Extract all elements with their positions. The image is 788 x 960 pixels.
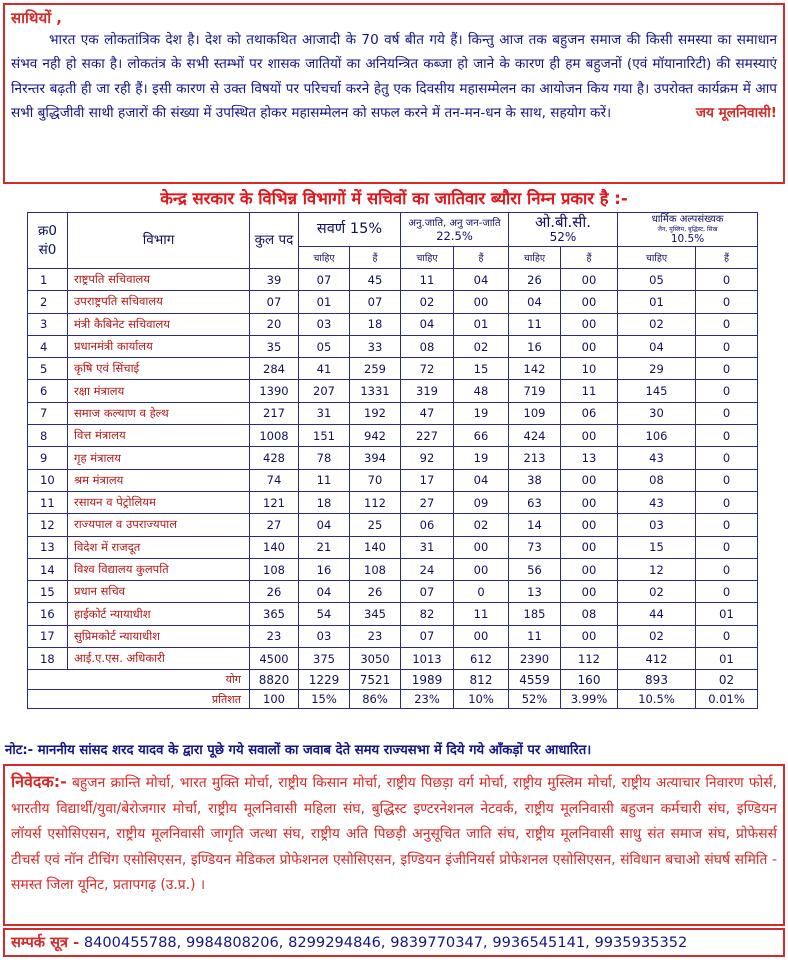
cell-total: 35	[250, 335, 299, 357]
cell-min-c: 30	[618, 402, 696, 424]
cell-sr: 17	[28, 625, 68, 647]
cell-min-h: 0	[696, 269, 758, 291]
cell-sr: 16	[28, 603, 68, 625]
cell-sav-h: 1331	[350, 380, 401, 402]
cell-dept: श्रम मंत्रालय	[68, 469, 250, 491]
cell-obc-h: 112	[561, 648, 618, 670]
cell-sc-c: 08	[401, 335, 454, 357]
cell-min-h: 0	[696, 558, 758, 580]
cell-min-h: 0	[696, 625, 758, 647]
subheader-should: चाहिए	[299, 247, 350, 269]
appeal-label: निवेदक:-	[11, 772, 67, 791]
cell-sav-h: 3050	[350, 648, 401, 670]
cell-sav-c: 16	[299, 558, 350, 580]
cell-min-c: 43	[618, 491, 696, 513]
cell-sc-h: 00	[454, 558, 509, 580]
cell-dept: रक्षा मंत्रालय	[68, 380, 250, 402]
cell-min-h: 01	[696, 603, 758, 625]
cell-sc-h: 01	[454, 313, 509, 335]
cell-min-c: 05	[618, 269, 696, 291]
cell-obc-h: 13	[561, 447, 618, 469]
total-cell: 8820	[250, 670, 299, 690]
cell-total: 1008	[250, 425, 299, 447]
cell-obc-c: 11	[509, 625, 561, 647]
cell-sav-c: 207	[299, 380, 350, 402]
cell-dept: राज्यपाल व उपराज्यपाल	[68, 514, 250, 536]
cell-sav-c: 04	[299, 581, 350, 603]
cell-sc-h: 02	[454, 514, 509, 536]
cell-min-h: 0	[696, 514, 758, 536]
cell-min-c: 145	[618, 380, 696, 402]
intro-box	[3, 3, 785, 184]
cell-sc-h: 66	[454, 425, 509, 447]
table-row	[28, 402, 758, 424]
header-minority-label: धार्मिक अल्पसंख्यक	[651, 214, 724, 225]
cell-sc-h: 09	[454, 491, 509, 513]
table-body	[28, 269, 758, 670]
header-minority-sub: जैन, मुस्लिम, बुद्धिस्ट, सिख	[657, 226, 718, 233]
cell-sr: 9	[28, 447, 68, 469]
cell-dept: कृषि एवं सिंचाई	[68, 358, 250, 380]
subheader-is: हैं	[561, 247, 618, 269]
cell-total: 365	[250, 603, 299, 625]
percent-label: प्रतिशत	[28, 690, 250, 709]
cell-sr: 3	[28, 313, 68, 335]
cell-sr: 2	[28, 291, 68, 313]
cell-sr: 10	[28, 469, 68, 491]
cell-sc-c: 47	[401, 402, 454, 424]
percent-cell: 3.99%	[561, 690, 618, 709]
intro-text: भारत एक लोकतांत्रिक देश है। देश को तथाकथित आजादी के 70 वर्ष बीत गये हैं। किन्तु आज तक बहुजन समाज की किसी समस्या का समाधान संभव नही हो सका है। लोकतंत्र के सभी स्तम्भों पर शासक जातियों का अनियन्त्रित कब्जा हो जाने के कारण ही हम बहुजनों (एवं मॉयानारिटी) की समस्याएं निरन्तर बढ़ती ही जा रही हैं। इसी कारण से उक्त विषयों पर परिचर्चा करने हेतु एक दिवसीय महासम्मेलन का आयोजन किय गया है। उपरोक्त कार्यक्रम में आप सभी बुद्धिजीवी साथी हजारों की संख्या में उपस्थित होकर महासम्मेलन को सफल करने में तन-मन-धन के साथ, सहयोग करें।	[11, 32, 777, 121]
cell-dept: विदेश में राजदूत	[68, 536, 250, 558]
cell-sav-h: 07	[350, 291, 401, 313]
cell-dept: प्रधानमंत्री कार्यालय	[68, 335, 250, 357]
cell-obc-h: 00	[561, 291, 618, 313]
cell-dept: रसायन व पेट्रोलियम	[68, 491, 250, 513]
cell-sav-c: 05	[299, 335, 350, 357]
cell-obc-c: 56	[509, 558, 561, 580]
table-row	[28, 335, 758, 357]
cell-sav-h: 70	[350, 469, 401, 491]
cell-sr: 6	[28, 380, 68, 402]
cell-obc-c: 14	[509, 514, 561, 536]
appeal-text: बहुजन क्रान्ति मोर्चा, भारत मुक्ति मोर्चा, राष्ट्रीय किसान मोर्चा, राष्ट्रीय पिछड़ा वर्ग मोर्चा, राष्ट्रीय मुस्लिम मोर्चा, राष्ट्रीय अत्याचार निवारण फोर्स, भारतीय विद्यार्थी/युवा/बेरोजगार मोर्चा, राष्ट्रीय मूलनिवासी महिला संघ, बुद्धिस्ट इण्टरनेशनल नेटवर्क, राष्ट्रीय मूलनिवासी बहुजन कर्मचारी संघ, इण्डियन लॉयर्स एसोसिएसन, राष्ट्रीय मूलनिवासी जागृति जत्था संघ, राष्ट्रीय अति पिछड़ी अनुसूचित जाति संघ, राष्ट्रीय मूलनिवासी साधु संत समाज संघ, प्रोफेसर्स टीचर्स एवं नॉन टीचिंग एसोसिएसन, इण्डियन मेडिकल प्रोफेशनल एसोसिएसन, इण्डियन इंजीनियर्स प्रोफेशनल एसोसिएसन, संविधान बचाओ संघर्ष समिति - समस्त जिला यूनिट, प्रतापगढ़ (उ.प्र.) ।	[11, 775, 778, 893]
cell-min-c: 04	[618, 335, 696, 357]
header-minority-pct: 10.5%	[670, 233, 705, 245]
total-cell: 7521	[350, 670, 401, 690]
cell-obc-h: 06	[561, 402, 618, 424]
total-row	[28, 670, 758, 690]
header-dept: विभाग	[68, 213, 250, 269]
cell-dept: आई.ए.एस. अधिकारी	[68, 648, 250, 670]
cell-sc-h: 15	[454, 358, 509, 380]
cell-sr: 18	[28, 648, 68, 670]
cell-sav-c: 78	[299, 447, 350, 469]
header-sc-st	[401, 213, 509, 247]
cell-sc-h: 11	[454, 603, 509, 625]
table-row	[28, 536, 758, 558]
intro-paragraph	[11, 28, 777, 125]
cell-min-c: 44	[618, 603, 696, 625]
cell-min-c: 03	[618, 514, 696, 536]
cell-sr: 12	[28, 514, 68, 536]
secretaries-table	[27, 212, 758, 709]
cell-dept: मंत्री कैबिनेट सचिवालय	[68, 313, 250, 335]
cell-sc-c: 1013	[401, 648, 454, 670]
cell-min-c: 15	[618, 536, 696, 558]
cell-total: 27	[250, 514, 299, 536]
table-row	[28, 313, 758, 335]
cell-sav-c: 54	[299, 603, 350, 625]
cell-sc-c: 17	[401, 469, 454, 491]
table-row	[28, 380, 758, 402]
greeting: साथियों ,	[11, 9, 63, 27]
cell-min-h: 01	[696, 648, 758, 670]
cell-obc-h: 00	[561, 558, 618, 580]
cell-obc-h: 00	[561, 469, 618, 491]
cell-min-c: 02	[618, 581, 696, 603]
cell-min-h: 0	[696, 402, 758, 424]
table-row	[28, 491, 758, 513]
header-total: कुल पद	[250, 213, 299, 269]
cell-sr: 1	[28, 269, 68, 291]
subheader-is: हैं	[454, 247, 509, 269]
total-cell: 02	[696, 670, 758, 690]
cell-obc-h: 00	[561, 536, 618, 558]
cell-sc-c: 11	[401, 269, 454, 291]
cell-sc-h: 02	[454, 335, 509, 357]
cell-sc-c: 24	[401, 558, 454, 580]
cell-min-c: 29	[618, 358, 696, 380]
cell-total: 1390	[250, 380, 299, 402]
cell-obc-h: 00	[561, 313, 618, 335]
cell-sav-h: 112	[350, 491, 401, 513]
cell-min-h: 0	[696, 291, 758, 313]
cell-min-h: 0	[696, 581, 758, 603]
header-obc	[509, 213, 618, 247]
header-obc-label: ओ.बी.सी.	[534, 212, 592, 231]
cell-sr: 11	[28, 491, 68, 513]
header-minority	[618, 213, 758, 247]
cell-min-h: 0	[696, 380, 758, 402]
cell-sav-h: 192	[350, 402, 401, 424]
cell-sav-h: 140	[350, 536, 401, 558]
cell-total: 140	[250, 536, 299, 558]
cell-obc-h: 00	[561, 335, 618, 357]
total-cell: 893	[618, 670, 696, 690]
cell-min-h: 0	[696, 335, 758, 357]
cell-obc-c: 142	[509, 358, 561, 380]
cell-sc-h: 04	[454, 269, 509, 291]
cell-total: 217	[250, 402, 299, 424]
cell-sc-h: 48	[454, 380, 509, 402]
contact-box	[3, 928, 785, 957]
table-row	[28, 425, 758, 447]
table-row	[28, 581, 758, 603]
cell-total: 26	[250, 581, 299, 603]
cell-sr: 7	[28, 402, 68, 424]
cell-dept: समाज कल्याण व हेल्थ	[68, 402, 250, 424]
cell-sav-c: 01	[299, 291, 350, 313]
cell-dept: राष्ट्रपति सचिवालय	[68, 269, 250, 291]
percent-cell: 10.5%	[618, 690, 696, 709]
cell-obc-h: 00	[561, 491, 618, 513]
cell-sav-c: 375	[299, 648, 350, 670]
cell-sc-c: 27	[401, 491, 454, 513]
percent-cell: 15%	[299, 690, 350, 709]
cell-sav-c: 11	[299, 469, 350, 491]
cell-total: 74	[250, 469, 299, 491]
subheader-is: हैं	[350, 247, 401, 269]
total-label: योग	[28, 670, 250, 690]
cell-sc-h: 19	[454, 402, 509, 424]
cell-min-h: 0	[696, 313, 758, 335]
cell-obc-c: 109	[509, 402, 561, 424]
cell-min-c: 08	[618, 469, 696, 491]
cell-total: 39	[250, 269, 299, 291]
cell-sc-c: 04	[401, 313, 454, 335]
cell-obc-c: 424	[509, 425, 561, 447]
cell-sav-h: 108	[350, 558, 401, 580]
cell-sav-c: 151	[299, 425, 350, 447]
cell-sc-c: 07	[401, 625, 454, 647]
table-row	[28, 291, 758, 313]
cell-total: 07	[250, 291, 299, 313]
cell-dept: वित्त मंत्रालय	[68, 425, 250, 447]
cell-sc-h: 00	[454, 625, 509, 647]
cell-dept: सुप्रिमकोर्ट न्यायाधीश	[68, 625, 250, 647]
percent-cell: 86%	[350, 690, 401, 709]
table-row	[28, 269, 758, 291]
cell-sc-c: 227	[401, 425, 454, 447]
cell-obc-c: 13	[509, 581, 561, 603]
cell-obc-c: 26	[509, 269, 561, 291]
appeal-box	[3, 764, 785, 926]
subheader-should: चाहिए	[618, 247, 696, 269]
cell-obc-c: 73	[509, 536, 561, 558]
header-sr: क्र0 सं0	[28, 213, 68, 269]
cell-sr: 15	[28, 581, 68, 603]
cell-sav-c: 31	[299, 402, 350, 424]
footnote: नोट:- माननीय सांसद शरद यादव के द्वारा पूछे गये सवालों का जवाब देते समय राज्यसभा में दिये गये आँकड़ों पर आधारित।	[5, 743, 592, 758]
cell-sc-c: 07	[401, 581, 454, 603]
cell-sav-h: 345	[350, 603, 401, 625]
cell-min-h: 0	[696, 425, 758, 447]
cell-obc-c: 719	[509, 380, 561, 402]
cell-min-c: 02	[618, 313, 696, 335]
cell-sr: 13	[28, 536, 68, 558]
cell-sav-c: 03	[299, 313, 350, 335]
cell-min-c: 12	[618, 558, 696, 580]
table-row	[28, 603, 758, 625]
table-row	[28, 358, 758, 380]
cell-obc-h: 00	[561, 581, 618, 603]
header-sc-st-pct: 22.5%	[436, 228, 473, 243]
cell-sc-h: 00	[454, 291, 509, 313]
subheader-should: चाहिए	[509, 247, 561, 269]
table-row	[28, 447, 758, 469]
header-obc-pct: 52%	[549, 229, 577, 244]
cell-obc-c: 16	[509, 335, 561, 357]
cell-dept: विश्व विद्यालय कुलपति	[68, 558, 250, 580]
cell-obc-h: 00	[561, 514, 618, 536]
cell-obc-c: 2390	[509, 648, 561, 670]
cell-obc-c: 213	[509, 447, 561, 469]
cell-sav-c: 03	[299, 625, 350, 647]
cell-obc-c: 11	[509, 313, 561, 335]
cell-sav-h: 394	[350, 447, 401, 469]
subheader-should: चाहिए	[401, 247, 454, 269]
cell-obc-h: 08	[561, 603, 618, 625]
cell-obc-c: 04	[509, 291, 561, 313]
cell-sav-c: 18	[299, 491, 350, 513]
table-row	[28, 648, 758, 670]
cell-obc-c: 38	[509, 469, 561, 491]
cell-sav-h: 25	[350, 514, 401, 536]
cell-min-h: 0	[696, 536, 758, 558]
header-sc-st-label: अनु.जाति, अनु जन-जाति	[408, 217, 501, 229]
header-savarna: सवर्ण 15%	[299, 213, 401, 247]
cell-total: 108	[250, 558, 299, 580]
cell-sav-h: 259	[350, 358, 401, 380]
cell-sav-c: 04	[299, 514, 350, 536]
subheader-is: हैं	[696, 247, 758, 269]
cell-dept: गृह मंत्रालय	[68, 447, 250, 469]
table-row	[28, 514, 758, 536]
percent-cell: 52%	[509, 690, 561, 709]
cell-sc-c: 02	[401, 291, 454, 313]
cell-min-h: 0	[696, 358, 758, 380]
contact-numbers: 8400455788, 9984808206, 8299294846, 9839770347, 9936545141, 9935935352	[83, 934, 688, 951]
cell-sc-h: 0	[454, 581, 509, 603]
percent-cell: 10%	[454, 690, 509, 709]
total-cell: 1229	[299, 670, 350, 690]
cell-total: 284	[250, 358, 299, 380]
total-cell: 4559	[509, 670, 561, 690]
cell-sr: 8	[28, 425, 68, 447]
cell-sav-c: 41	[299, 358, 350, 380]
cell-sav-c: 21	[299, 536, 350, 558]
table-heading: केन्द्र सरकार के विभिन्न विभागों में सचिवों का जातिवार ब्यौरा निम्न प्रकार है :-	[160, 189, 628, 208]
cell-sc-h: 04	[454, 469, 509, 491]
cell-obc-h: 00	[561, 625, 618, 647]
cell-sav-h: 23	[350, 625, 401, 647]
cell-dept: हाईकोर्ट न्यायाधीश	[68, 603, 250, 625]
cell-sc-h: 612	[454, 648, 509, 670]
cell-total: 20	[250, 313, 299, 335]
cell-min-c: 01	[618, 291, 696, 313]
cell-total: 428	[250, 447, 299, 469]
cell-sc-c: 82	[401, 603, 454, 625]
slogan: जय मूलनिवासी!	[695, 104, 777, 121]
cell-obc-c: 185	[509, 603, 561, 625]
cell-min-h: 0	[696, 469, 758, 491]
cell-min-h: 0	[696, 491, 758, 513]
cell-total: 4500	[250, 648, 299, 670]
cell-obc-h: 10	[561, 358, 618, 380]
cell-dept: प्रधान सचिव	[68, 581, 250, 603]
table-row	[28, 625, 758, 647]
cell-min-c: 412	[618, 648, 696, 670]
total-cell: 1989	[401, 670, 454, 690]
table-row	[28, 469, 758, 491]
percent-cell: 23%	[401, 690, 454, 709]
cell-sr: 14	[28, 558, 68, 580]
percent-row	[28, 690, 758, 709]
cell-sc-c: 92	[401, 447, 454, 469]
cell-total: 23	[250, 625, 299, 647]
cell-sav-h: 33	[350, 335, 401, 357]
cell-sc-c: 72	[401, 358, 454, 380]
cell-sr: 4	[28, 335, 68, 357]
cell-min-c: 43	[618, 447, 696, 469]
cell-sc-c: 319	[401, 380, 454, 402]
cell-dept: उपराष्ट्रपति सचिवालय	[68, 291, 250, 313]
percent-cell: 100	[250, 690, 299, 709]
cell-sc-c: 31	[401, 536, 454, 558]
cell-sav-c: 07	[299, 269, 350, 291]
cell-sav-h: 18	[350, 313, 401, 335]
total-cell: 160	[561, 670, 618, 690]
cell-sav-h: 26	[350, 581, 401, 603]
cell-obc-h: 11	[561, 380, 618, 402]
cell-sc-c: 06	[401, 514, 454, 536]
cell-obc-c: 63	[509, 491, 561, 513]
cell-total: 121	[250, 491, 299, 513]
cell-min-h: 0	[696, 447, 758, 469]
cell-obc-h: 00	[561, 269, 618, 291]
cell-min-c: 02	[618, 625, 696, 647]
total-cell: 812	[454, 670, 509, 690]
cell-min-c: 106	[618, 425, 696, 447]
cell-sr: 5	[28, 358, 68, 380]
percent-cell: 0.01%	[696, 690, 758, 709]
table-row	[28, 558, 758, 580]
cell-obc-h: 00	[561, 425, 618, 447]
cell-sc-h: 19	[454, 447, 509, 469]
cell-sav-h: 942	[350, 425, 401, 447]
cell-sc-h: 00	[454, 536, 509, 558]
contact-label: सम्पर्क सूत्र -	[11, 934, 80, 951]
cell-sav-h: 45	[350, 269, 401, 291]
